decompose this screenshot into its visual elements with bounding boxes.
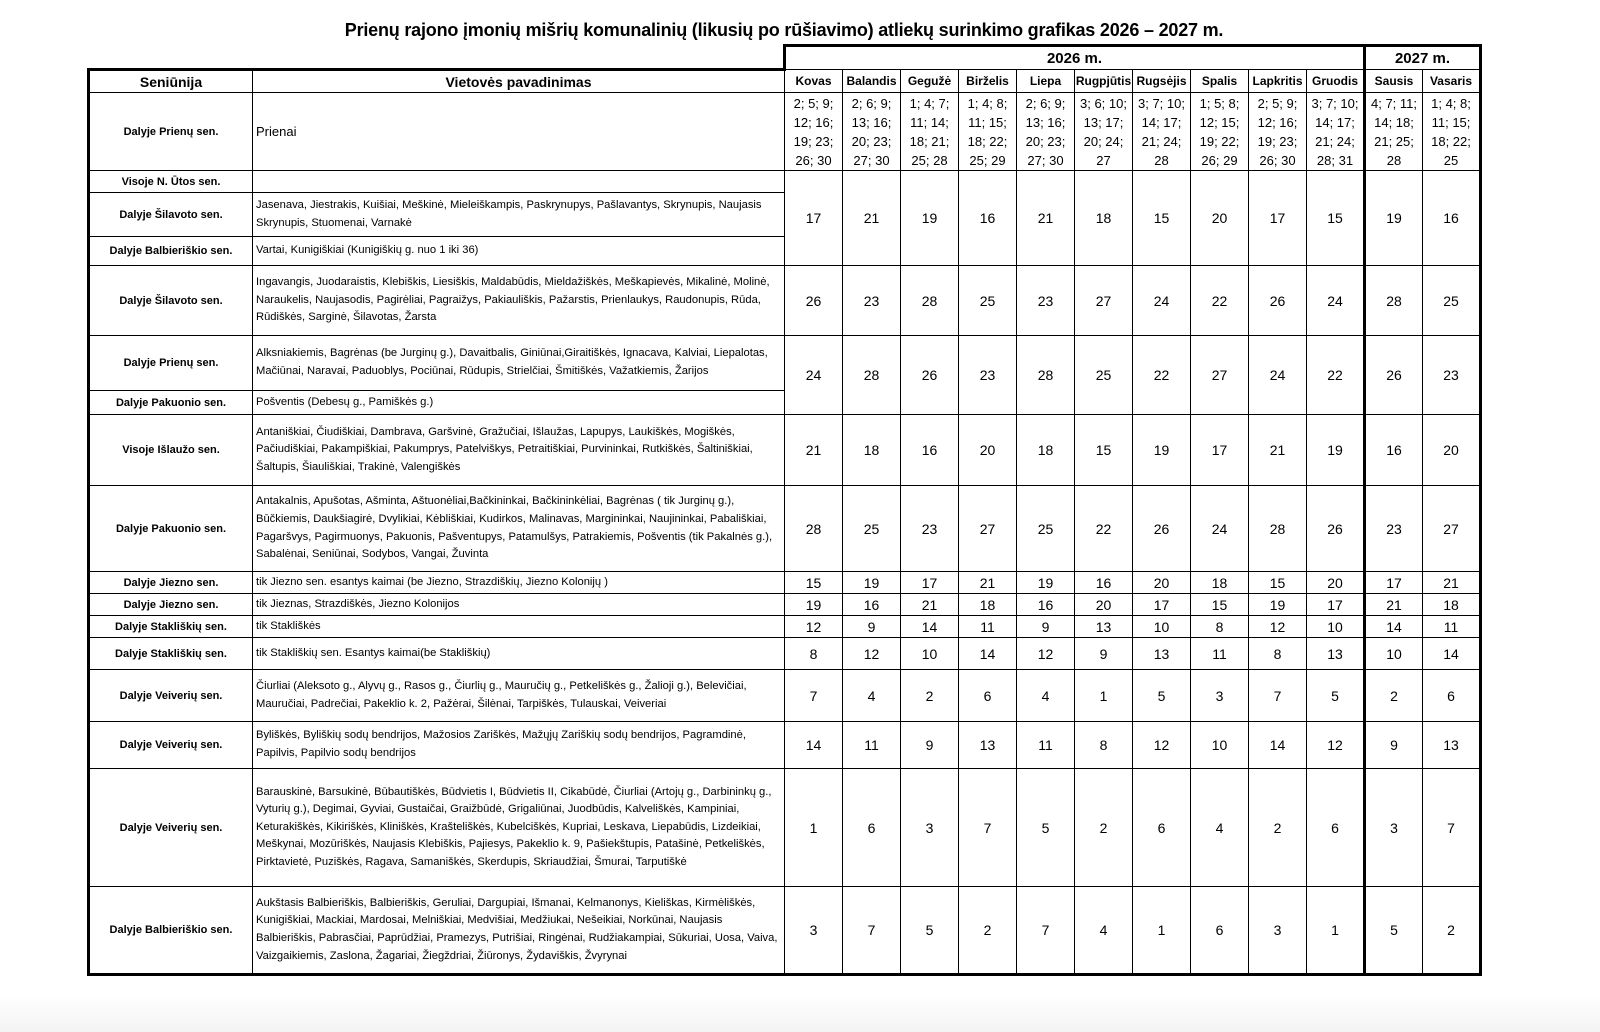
day-cell: 21	[785, 415, 843, 486]
day-cell: 4	[1017, 670, 1075, 722]
day-cell: 14	[1249, 722, 1307, 769]
header-month: Sausis	[1365, 70, 1423, 93]
seniunija-cell: Dalyje Pakuonio sen.	[89, 391, 253, 415]
day-cell: 17	[1307, 594, 1365, 616]
day-cell: 11	[1423, 616, 1481, 638]
day-cell: 24	[785, 336, 843, 415]
day-cell: 26	[1365, 336, 1423, 415]
day-cell: 19	[901, 171, 959, 266]
table-row	[89, 336, 1481, 391]
day-cell: 11	[843, 722, 901, 769]
header-month: Rugsėjis	[1133, 70, 1191, 93]
day-cell: 26	[1133, 486, 1191, 572]
day-cell: 25	[1017, 486, 1075, 572]
vietove-cell: Ingavangis, Juodaraistis, Klebiškis, Liesiškis, Maldabūdis, Mieldažiškės, Meškapievės, Mikalinė, Molinė, Naraukelis, Naujasodis, Pagirėliai, Pagraižys, Pakiauliškis, Pažarstis, Prienlaukys, Raudonupis, Rūda, Rūdiškės, Sarginė, Šilavotas, Žarsta	[253, 266, 785, 336]
header-month: Gegužė	[901, 70, 959, 93]
date-line: 4; 7; 11;	[1370, 95, 1417, 111]
seniunija-cell: Dalyje Prienų sen.	[89, 336, 253, 391]
date-line: 21; 24;	[1141, 133, 1182, 149]
date-line: 19; 22;	[1199, 133, 1240, 149]
day-cell: 3	[1191, 670, 1249, 722]
day-cell: 23	[843, 266, 901, 336]
day-cell: 9	[901, 722, 959, 769]
seniunija-cell: Dalyje Šilavoto sen.	[89, 193, 253, 237]
seniunija-cell: Dalyje Stakliškių sen.	[89, 638, 253, 670]
header-month: Spalis	[1191, 70, 1249, 93]
day-cell: 28	[843, 336, 901, 415]
vietove-cell: Antakalnis, Apušotas, Ašminta, Aštuonėliai,Bačkininkai, Bačkininkėliai, Bagrėnas ( tik Jurginų g.), Būčkiemis, Daukšiagirė, Dvylikiai, Kėbliškiai, Kudirkos, Malinavas, Margininkai, Naujininkai, Pabališkiai, Pagaršvys, Pagirmuonys, Pakuonis, Pašventupys, Patamulšys, Patrakiemis, Pošventis (tik Pakalnės g.), Sabalėnai, Seniūnai, Sodybos, Vangai, Žuvinta	[253, 486, 785, 572]
day-cell: 17	[1365, 572, 1423, 594]
dates-cell	[1249, 93, 1307, 171]
day-cell: 8	[1075, 722, 1133, 769]
day-cell: 23	[1017, 266, 1075, 336]
day-cell: 21	[1017, 171, 1075, 266]
date-line: 11; 15;	[1431, 114, 1471, 130]
day-cell: 7	[959, 769, 1017, 887]
dates-cell	[1133, 93, 1191, 171]
day-cell: 8	[785, 638, 843, 670]
date-line: 2; 6; 9;	[1025, 95, 1066, 111]
day-cell: 21	[843, 171, 901, 266]
day-cell: 14	[901, 616, 959, 638]
day-cell: 17	[785, 171, 843, 266]
date-line: 26; 29	[1201, 152, 1238, 168]
date-line: 19; 23;	[793, 133, 834, 149]
day-cell: 26	[1249, 266, 1307, 336]
table-row	[89, 415, 1481, 486]
day-cell: 14	[1423, 638, 1481, 670]
day-cell: 7	[785, 670, 843, 722]
date-line: 2; 5; 9;	[793, 95, 834, 111]
day-cell: 28	[1017, 336, 1075, 415]
day-cell: 16	[1075, 572, 1133, 594]
day-cell: 23	[959, 336, 1017, 415]
date-line: 18; 21;	[909, 133, 950, 149]
day-cell: 20	[1423, 415, 1481, 486]
day-cell: 6	[843, 769, 901, 887]
table-row	[89, 769, 1481, 887]
day-cell: 16	[1017, 594, 1075, 616]
day-cell: 7	[1249, 670, 1307, 722]
vietove-cell: Alksniakiemis, Bagrėnas (be Jurginų g.), Davaitbalis, Giniūnai,Giraitiškės, Ignacava, Kalviai, Liepalotas, Mačiūnai, Naravai, Paduoblys, Pociūnai, Rūdupis, Strielčiai, Šmitiškės, Važatkiemis, Žarijos	[253, 336, 785, 391]
day-cell: 13	[959, 722, 1017, 769]
dates-cell	[959, 93, 1017, 171]
date-line: 25	[1443, 152, 1459, 168]
day-cell: 5	[1133, 670, 1191, 722]
day-cell: 4	[1191, 769, 1249, 887]
day-cell: 20	[959, 415, 1017, 486]
day-cell: 28	[1365, 266, 1423, 336]
day-cell: 24	[1133, 266, 1191, 336]
date-line: 18; 22;	[967, 133, 1008, 149]
dates-cell	[1365, 93, 1423, 171]
day-cell: 3	[1249, 887, 1307, 975]
table-row	[89, 887, 1481, 975]
seniunija-cell: Visoje Išlaužo sen.	[89, 415, 253, 486]
date-line: 14; 17;	[1141, 114, 1182, 130]
table-row	[89, 171, 1481, 193]
vietove-cell	[253, 171, 785, 193]
seniunija-cell: Dalyje Veiverių sen.	[89, 670, 253, 722]
day-cell: 19	[1133, 415, 1191, 486]
header-month: Kovas	[785, 70, 843, 93]
date-line: 26; 30	[1259, 152, 1296, 168]
day-cell: 9	[843, 616, 901, 638]
day-cell: 8	[1249, 638, 1307, 670]
date-line: 14; 17;	[1315, 114, 1355, 130]
day-cell: 6	[1191, 887, 1249, 975]
date-line: 18; 22;	[1431, 133, 1471, 149]
day-cell: 18	[843, 415, 901, 486]
day-cell: 7	[843, 887, 901, 975]
day-cell: 8	[1191, 616, 1249, 638]
day-cell: 21	[901, 594, 959, 616]
document-title: Prienų rajono įmonių mišrių komunalinių (likusių po rūšiavimo) atliekų surinkimo grafikas 2026 – 2027 m.	[344, 20, 1224, 40]
vietove-cell: Jasenava, Jiestrakis, Kuišiai, Meškinė, Mieleiškampis, Paskrynupys, Pašlavantys, Skrynupis, Naujasis Skrynupis, Stuomenai, Varnakė	[253, 193, 785, 237]
day-cell: 16	[959, 171, 1017, 266]
day-cell: 24	[1191, 486, 1249, 572]
table-row	[89, 594, 1481, 616]
day-cell: 20	[1307, 572, 1365, 594]
day-cell: 12	[785, 616, 843, 638]
day-cell: 19	[1307, 415, 1365, 486]
day-cell: 25	[959, 266, 1017, 336]
date-line: 21; 24;	[1315, 133, 1355, 149]
day-cell: 18	[1423, 594, 1481, 616]
day-cell: 26	[901, 336, 959, 415]
day-cell: 9	[1075, 638, 1133, 670]
day-cell: 19	[785, 594, 843, 616]
day-cell: 11	[1191, 638, 1249, 670]
day-cell: 20	[1133, 572, 1191, 594]
seniunija-cell: Dalyje Prienų sen.	[89, 93, 253, 171]
day-cell: 5	[1307, 670, 1365, 722]
vietove-cell: Antaniškiai, Čiudiškiai, Dambrava, Garšvinė, Gražučiai, Išlaužas, Lapupys, Laukiškės, Mogiškės, Pačiudiškiai, Pakampiškiai, Pakumprys, Patelviškys, Petraitiškiai, Purvininkai, Rutkiškės, Šaltiniškiai, Šaltupis, Šiauliškiai, Trakinė, Valengiškės	[253, 415, 785, 486]
date-line: 27	[1096, 152, 1111, 168]
vietove-cell: Byliškės, Byliškių sodų bendrijos, Mažosios Zariškės, Mažųjų Zariškių sodų bendrijos, Pagramdinė, Papilvis, Papilvio sodų bendrijos	[253, 722, 785, 769]
day-cell: 22	[1133, 336, 1191, 415]
day-cell: 21	[959, 572, 1017, 594]
table-row	[89, 572, 1481, 594]
seniunija-cell: Visoje N. Ūtos sen.	[89, 171, 253, 193]
day-cell: 15	[1191, 594, 1249, 616]
day-cell: 6	[1133, 769, 1191, 887]
day-cell: 23	[1365, 486, 1423, 572]
day-cell: 14	[1365, 616, 1423, 638]
date-line: 12; 16;	[1257, 114, 1298, 130]
day-cell: 3	[901, 769, 959, 887]
day-cell: 10	[1307, 616, 1365, 638]
day-cell: 2	[959, 887, 1017, 975]
day-cell: 22	[1191, 266, 1249, 336]
date-line: 25; 28	[911, 152, 948, 168]
day-cell: 2	[1423, 887, 1481, 975]
date-line: 26; 30	[795, 152, 832, 168]
date-line: 20; 23;	[851, 133, 892, 149]
date-line: 11; 15;	[968, 114, 1007, 130]
date-line: 27; 30	[1027, 152, 1064, 168]
day-cell: 12	[1307, 722, 1365, 769]
collection-schedule-table	[87, 44, 1482, 976]
day-cell: 15	[1307, 171, 1365, 266]
day-cell: 12	[1249, 616, 1307, 638]
day-cell: 2	[901, 670, 959, 722]
day-cell: 15	[785, 572, 843, 594]
day-cell: 17	[1191, 415, 1249, 486]
day-cell: 27	[1423, 486, 1481, 572]
day-cell: 23	[1423, 336, 1481, 415]
day-cell: 10	[1365, 638, 1423, 670]
seniunija-cell: Dalyje Veiverių sen.	[89, 769, 253, 887]
table-row	[89, 616, 1481, 638]
date-line: 28	[1154, 152, 1169, 168]
table-row	[89, 670, 1481, 722]
header-seniunija: Seniūnija	[89, 70, 253, 93]
date-line: 1; 5; 8;	[1199, 95, 1240, 111]
table-row-prienai	[89, 93, 1481, 171]
vietove-cell: Vartai, Kunigiškiai (Kunigiškių g. nuo 1 iki 36)	[253, 237, 785, 266]
day-cell: 11	[959, 616, 1017, 638]
day-cell: 15	[1133, 171, 1191, 266]
day-cell: 28	[1249, 486, 1307, 572]
seniunija-cell: Dalyje Pakuonio sen.	[89, 486, 253, 572]
table-row	[89, 486, 1481, 572]
day-cell: 10	[901, 638, 959, 670]
dates-cell	[901, 93, 959, 171]
day-cell: 5	[1017, 769, 1075, 887]
day-cell: 1	[1075, 670, 1133, 722]
day-cell: 6	[959, 670, 1017, 722]
day-cell: 16	[843, 594, 901, 616]
year-2027-header: 2027 m.	[1365, 46, 1481, 70]
seniunija-cell: Dalyje Jiezno sen.	[89, 572, 253, 594]
day-cell: 26	[785, 266, 843, 336]
day-cell: 1	[1133, 887, 1191, 975]
dates-cell	[1423, 93, 1481, 171]
header-month: Vasaris	[1423, 70, 1481, 93]
day-cell: 18	[1191, 572, 1249, 594]
date-line: 12; 15;	[1199, 114, 1240, 130]
header-month: Birželis	[959, 70, 1017, 93]
day-cell: 28	[901, 266, 959, 336]
date-line: 13; 16;	[1025, 114, 1066, 130]
day-cell: 2	[1075, 769, 1133, 887]
day-cell: 11	[1017, 722, 1075, 769]
dates-cell	[1307, 93, 1365, 171]
day-cell: 14	[785, 722, 843, 769]
day-cell: 15	[1249, 572, 1307, 594]
day-cell: 27	[1191, 336, 1249, 415]
day-cell: 12	[1017, 638, 1075, 670]
day-cell: 12	[1133, 722, 1191, 769]
day-cell: 4	[1075, 887, 1133, 975]
day-cell: 2	[1249, 769, 1307, 887]
day-cell: 5	[901, 887, 959, 975]
date-line: 1; 4; 8;	[1431, 95, 1471, 111]
day-cell: 18	[959, 594, 1017, 616]
date-line: 28; 31	[1316, 152, 1354, 168]
day-cell: 24	[1249, 336, 1307, 415]
day-cell: 16	[1365, 415, 1423, 486]
day-cell: 1	[785, 769, 843, 887]
day-cell: 19	[1249, 594, 1307, 616]
day-cell: 9	[1017, 616, 1075, 638]
day-cell: 17	[1249, 171, 1307, 266]
vietove-cell: Barauskinė, Barsukinė, Būbautiškės, Būdvietis I, Būdvietis II, Cikabūdė, Čiurliai (Artojų g., Darbininkų g., Vyturių g.), Degimai, Gyviai, Gustaičai, Graižbūdė, Grigaliūnai, Juodbūdis, Kalveliškės, Kampiniai, Keturakiškės, Kikiriškės, Kliniškės, Krašteliškės, Kubelciškės, Kupriai, Leskava, Liepabūdis, Lizdeikiai, Meškynai, Mozūriškės, Naujasis Klebiškis, Pajiesys, Pakeklio k. 9, Pašiekštupis, Patašinė, Petkeliškės, Pirktavietė, Puziškės, Ragava, Samaniškės, Skerdupis, Skriaudžiai, Šmurai, Tarputiškė	[253, 769, 785, 887]
day-cell: 23	[901, 486, 959, 572]
vietove-cell: tik Jiezno sen. esantys kaimai (be Jiezno, Strazdiškių, Jiezno Kolonijų )	[253, 572, 785, 594]
day-cell: 27	[1075, 266, 1133, 336]
day-cell: 25	[1423, 266, 1481, 336]
vietove-cell: tik Stakliškės	[253, 616, 785, 638]
day-cell: 26	[1307, 486, 1365, 572]
vietove-cell: tik Stakliškių sen. Esantys kaimai(be Stakliškių)	[253, 638, 785, 670]
day-cell: 17	[1133, 594, 1191, 616]
day-cell: 27	[959, 486, 1017, 572]
day-cell: 18	[1075, 171, 1133, 266]
date-line: 13; 17;	[1083, 114, 1124, 130]
day-cell: 9	[1365, 722, 1423, 769]
day-cell: 13	[1307, 638, 1365, 670]
day-cell: 21	[1423, 572, 1481, 594]
date-line: 3; 6; 10;	[1080, 95, 1127, 111]
day-cell: 10	[1191, 722, 1249, 769]
date-line: 14; 18;	[1374, 114, 1414, 130]
date-line: 19; 23;	[1257, 133, 1298, 149]
seniunija-cell: Dalyje Stakliškių sen.	[89, 616, 253, 638]
day-cell: 7	[1017, 887, 1075, 975]
day-cell: 17	[901, 572, 959, 594]
day-cell: 1	[1307, 887, 1365, 975]
dates-cell	[785, 93, 843, 171]
header-month: Gruodis	[1307, 70, 1365, 93]
day-cell: 5	[1365, 887, 1423, 975]
day-cell: 3	[785, 887, 843, 975]
day-cell: 22	[1307, 336, 1365, 415]
day-cell: 19	[1365, 171, 1423, 266]
header-vietove: Vietovės pavadinimas	[253, 70, 785, 93]
day-cell: 6	[1307, 769, 1365, 887]
header-month: Liepa	[1017, 70, 1075, 93]
date-line: 11; 14;	[910, 114, 949, 130]
day-cell: 13	[1423, 722, 1481, 769]
header-month: Balandis	[843, 70, 901, 93]
day-cell: 20	[1191, 171, 1249, 266]
date-line: 3; 7; 10;	[1311, 95, 1359, 111]
day-cell: 10	[1133, 616, 1191, 638]
vietove-cell: Prienai	[253, 93, 785, 171]
page-background	[0, 995, 1600, 1032]
date-line: 25; 29	[969, 152, 1006, 168]
date-line: 1; 4; 8;	[967, 95, 1008, 111]
day-cell: 3	[1365, 769, 1423, 887]
seniunija-cell: Dalyje Šilavoto sen.	[89, 266, 253, 336]
header-corner	[89, 46, 785, 70]
day-cell: 16	[1423, 171, 1481, 266]
seniunija-cell: Dalyje Jiezno sen.	[89, 594, 253, 616]
date-line: 12; 16;	[793, 114, 834, 130]
table-row	[89, 638, 1481, 670]
day-cell: 19	[1017, 572, 1075, 594]
header-month: Lapkritis	[1249, 70, 1307, 93]
day-cell: 13	[1075, 616, 1133, 638]
day-cell: 6	[1423, 670, 1481, 722]
day-cell: 12	[843, 638, 901, 670]
dates-cell	[1075, 93, 1133, 171]
table-row	[89, 722, 1481, 769]
date-line: 2; 6; 9;	[851, 95, 892, 111]
day-cell: 14	[959, 638, 1017, 670]
day-cell: 21	[1365, 594, 1423, 616]
day-cell: 2	[1365, 670, 1423, 722]
dates-cell	[843, 93, 901, 171]
date-line: 3; 7; 10;	[1138, 95, 1185, 111]
day-cell: 13	[1133, 638, 1191, 670]
date-line: 27; 30	[853, 152, 890, 168]
day-cell: 20	[1075, 594, 1133, 616]
day-cell: 28	[785, 486, 843, 572]
vietove-cell: tik Jieznas, Strazdiškės, Jiezno Kolonijos	[253, 594, 785, 616]
date-line: 2; 5; 9;	[1257, 95, 1298, 111]
vietove-cell: Pošventis (Debesų g., Pamiškės g.)	[253, 391, 785, 415]
seniunija-cell: Dalyje Balbieriškio sen.	[89, 237, 253, 266]
day-cell: 15	[1075, 415, 1133, 486]
table-row	[89, 266, 1481, 336]
day-cell: 24	[1307, 266, 1365, 336]
day-cell: 25	[1075, 336, 1133, 415]
seniunija-cell: Dalyje Balbieriškio sen.	[89, 887, 253, 975]
date-line: 20; 24;	[1083, 133, 1124, 149]
vietove-cell: Čiurliai (Aleksoto g., Alyvų g., Rasos g., Čiurlių g., Mauručių g., Petkeliškės g., Žalioji g.), Belevičiai, Mauručiai, Padrečiai, Pakeklio k. 2, Pažėrai, Šilėnai, Tarpiškės, Tulauskai, Veiveriai	[253, 670, 785, 722]
table-body	[89, 93, 1481, 975]
year-header-row	[89, 46, 1481, 70]
day-cell: 21	[1249, 415, 1307, 486]
header-month: Rugpjūtis	[1075, 70, 1133, 93]
day-cell: 18	[1017, 415, 1075, 486]
year-2026-header: 2026 m.	[785, 46, 1365, 70]
date-line: 1; 4; 7;	[909, 95, 950, 111]
day-cell: 16	[901, 415, 959, 486]
date-line: 13; 16;	[851, 114, 892, 130]
day-cell: 4	[843, 670, 901, 722]
date-line: 21; 25;	[1374, 133, 1414, 149]
date-line: 28	[1386, 152, 1402, 168]
day-cell: 19	[843, 572, 901, 594]
vietove-cell: Aukštasis Balbieriškis, Balbieriškis, Geruliai, Dargupiai, Išmanai, Kelmanonys, Kieliškas, Kirmėliškės, Kunigiškiai, Mackiai, Mardosai, Melniškiai, Medvišiai, Medžiukai, Nešeikiai, Norkūnai, Naujasis Balbieriškis, Pabrasčiai, Paprūdžiai, Pramezys, Putrišiai, Ringėnai, Rudžiakampiai, Sūkuriai, Uosa, Vaiva, Vaizgaikiemis, Zaslona, Žagariai, Žiegždriai, Žiūronys, Žydaviškis, Žvyrynai	[253, 887, 785, 975]
day-cell: 25	[843, 486, 901, 572]
dates-cell	[1191, 93, 1249, 171]
day-cell: 22	[1075, 486, 1133, 572]
date-line: 20; 23;	[1025, 133, 1066, 149]
dates-cell	[1017, 93, 1075, 171]
seniunija-cell: Dalyje Veiverių sen.	[89, 722, 253, 769]
column-header-row	[89, 70, 1481, 93]
day-cell: 7	[1423, 769, 1481, 887]
